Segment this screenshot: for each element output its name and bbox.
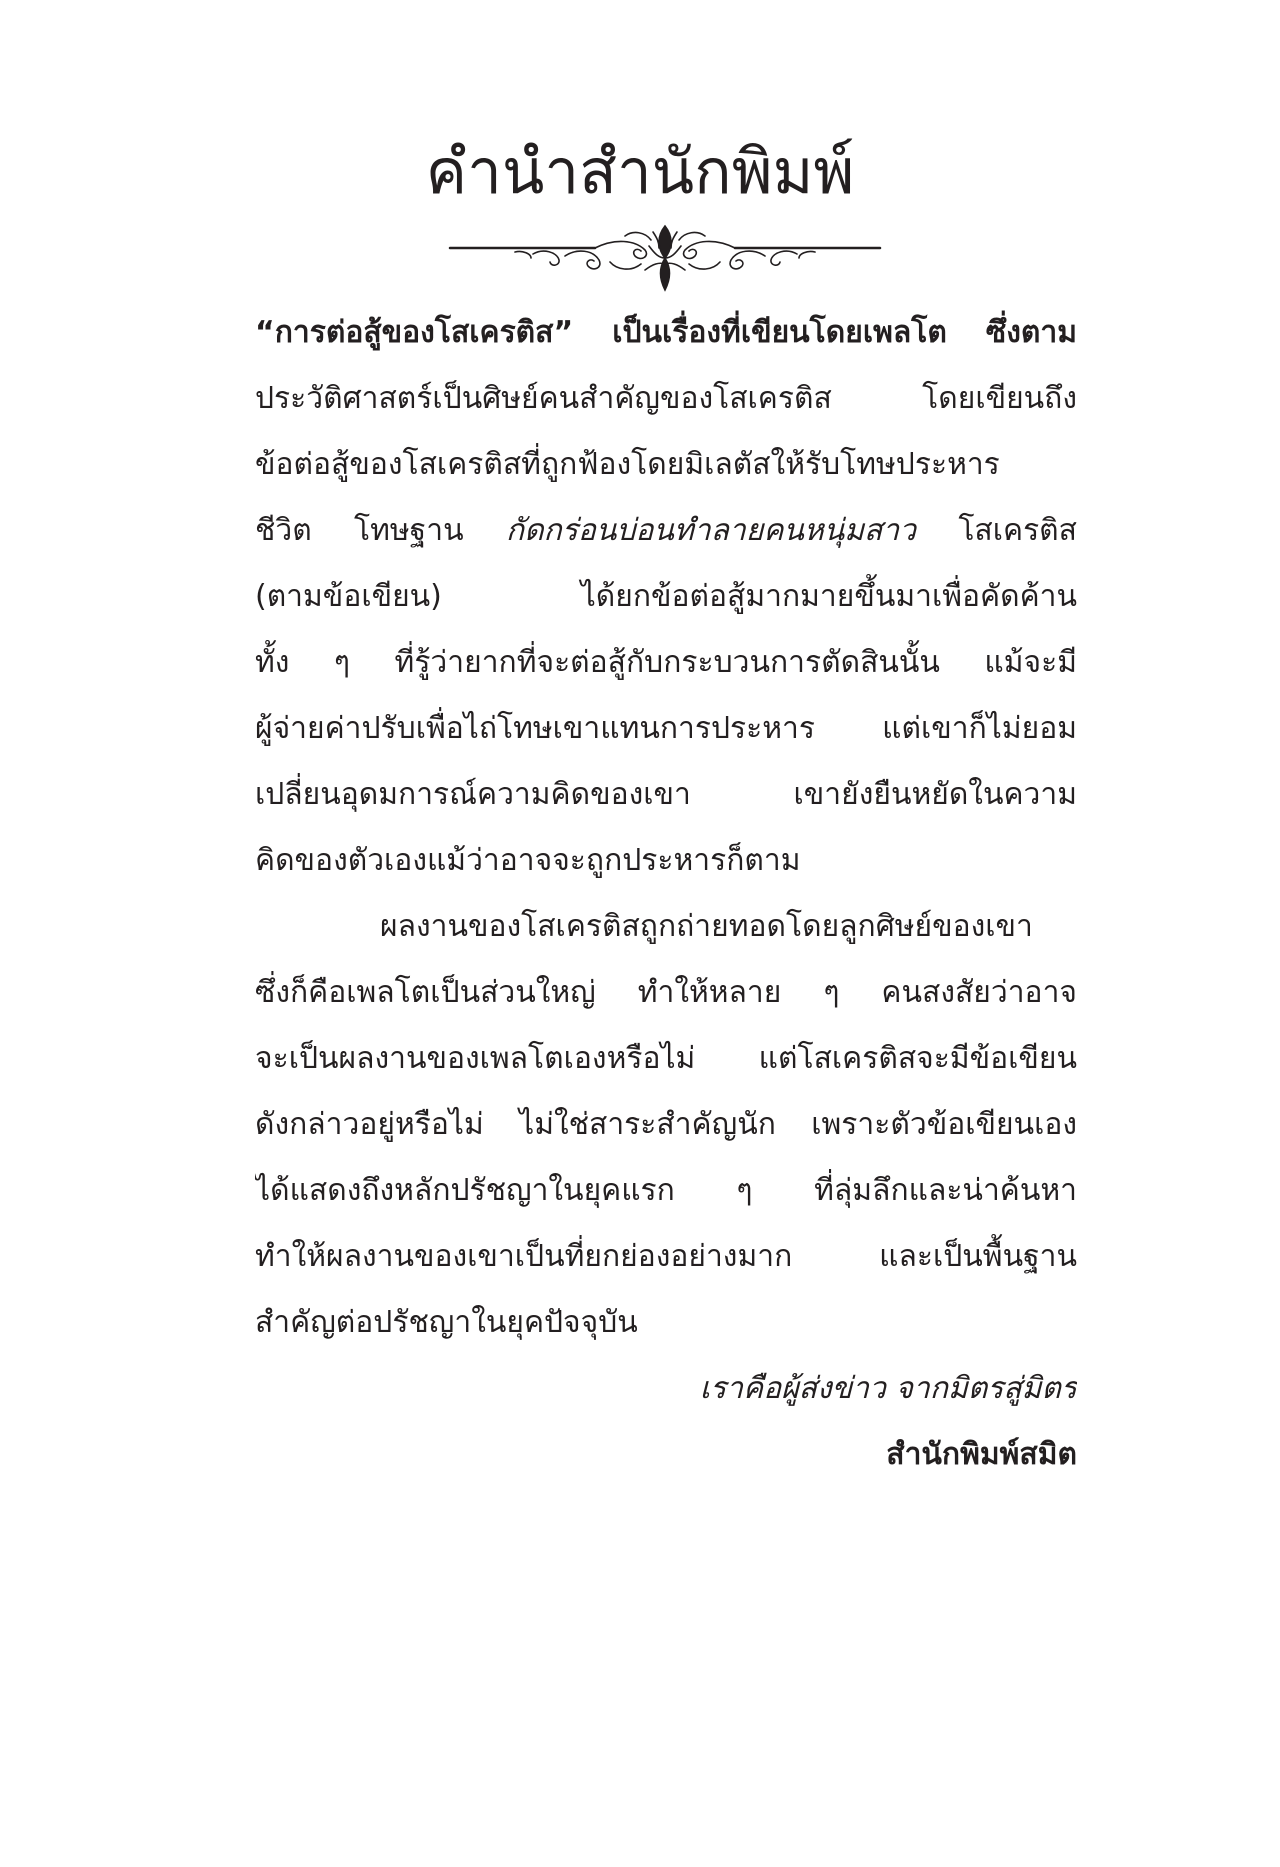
paragraph-2-line-4: ดังกล่าวอยู่หรือไม่ ไม่ใช่สาระสำคัญนัก เพราะตัวข้อเขียนเอง [255, 1107, 1077, 1142]
book-title: “การต่อสู้ของโสเครติส” [255, 315, 574, 350]
paragraph-2-line-3: จะเป็นผลงานของเพลโตเองหรือไม่ แต่โสเครติสจะมีข้อเขียน [255, 1041, 1077, 1076]
paragraph-2-line-1: ผลงานของโสเครติสถูกถ่ายทอดโดยลูกศิษย์ของเขา [380, 909, 1033, 944]
text-span: โสเครติส [916, 513, 1077, 548]
paragraph-2-line-2: ซึ่งก็คือเพลโตเป็นส่วนใหญ่ ทำให้หลาย ๆ คนสงสัยว่าอาจ [255, 975, 1077, 1010]
paragraph-1-line-3: ข้อต่อสู้ของโสเครติสที่ถูกฟ้องโดยมิเลตัสให้รับโทษประหาร [255, 447, 1000, 482]
page-title: คำนำสำนักพิมพ์ [425, 135, 855, 208]
paragraph-1-line-9: คิดของตัวเองแม้ว่าอาจจะถูกประหารก็ตาม [255, 843, 801, 878]
paragraph-2-line-7: สำคัญต่อปรัชญาในยุคปัจจุบัน [255, 1305, 638, 1340]
paragraph-1-line-7: ผู้จ่ายค่าปรับเพื่อไถ่โทษเขาแทนการประหาร แต่เขาก็ไม่ยอม [255, 711, 1077, 746]
publisher-signature: สำนักพิมพ์สมิต [886, 1437, 1077, 1472]
flourish-divider-icon [445, 218, 885, 298]
paragraph-1-line-6: ทั้ง ๆ ที่รู้ว่ายากที่จะต่อสู้กับกระบวนการตัดสินนั้น แม้จะมี [255, 645, 1077, 680]
paragraph-2-line-5: ได้แสดงถึงหลักปรัชญาในยุคแรก ๆ ที่ลุ่มลึกและน่าค้นหา [255, 1173, 1077, 1208]
foreword-body [255, 300, 1077, 1488]
text-span: เป็นเรื่องที่เขียนโดยเพลโต ซึ่งตาม [573, 315, 1077, 350]
paragraph-1-line-5: (ตามข้อเขียน) ได้ยกข้อต่อสู้มากมายขึ้นมาเพื่อคัดค้าน [255, 579, 1077, 614]
paragraph-1-line-4 [255, 498, 1077, 564]
text-span: ชีวิต โทษฐาน [255, 513, 506, 548]
italic-phrase: กัดกร่อนบ่อนทำลายคนหนุ่มสาว [505, 513, 916, 548]
paragraph-1-line-8: เปลี่ยนอุดมการณ์ความคิดของเขา เขายังยืนหยัดในความ [255, 777, 1077, 812]
paragraph-1-line-2: ประวัติศาสตร์เป็นศิษย์คนสำคัญของโสเครติส โดยเขียนถึง [255, 381, 1077, 416]
paragraph-2-line-6: ทำให้ผลงานของเขาเป็นที่ยกย่องอย่างมาก และเป็นพื้นฐาน [255, 1239, 1077, 1274]
closing-motto: เราคือผู้ส่งข่าว จากมิตรสู่มิตร [699, 1371, 1077, 1406]
paragraph-1-line-1 [255, 300, 1077, 366]
